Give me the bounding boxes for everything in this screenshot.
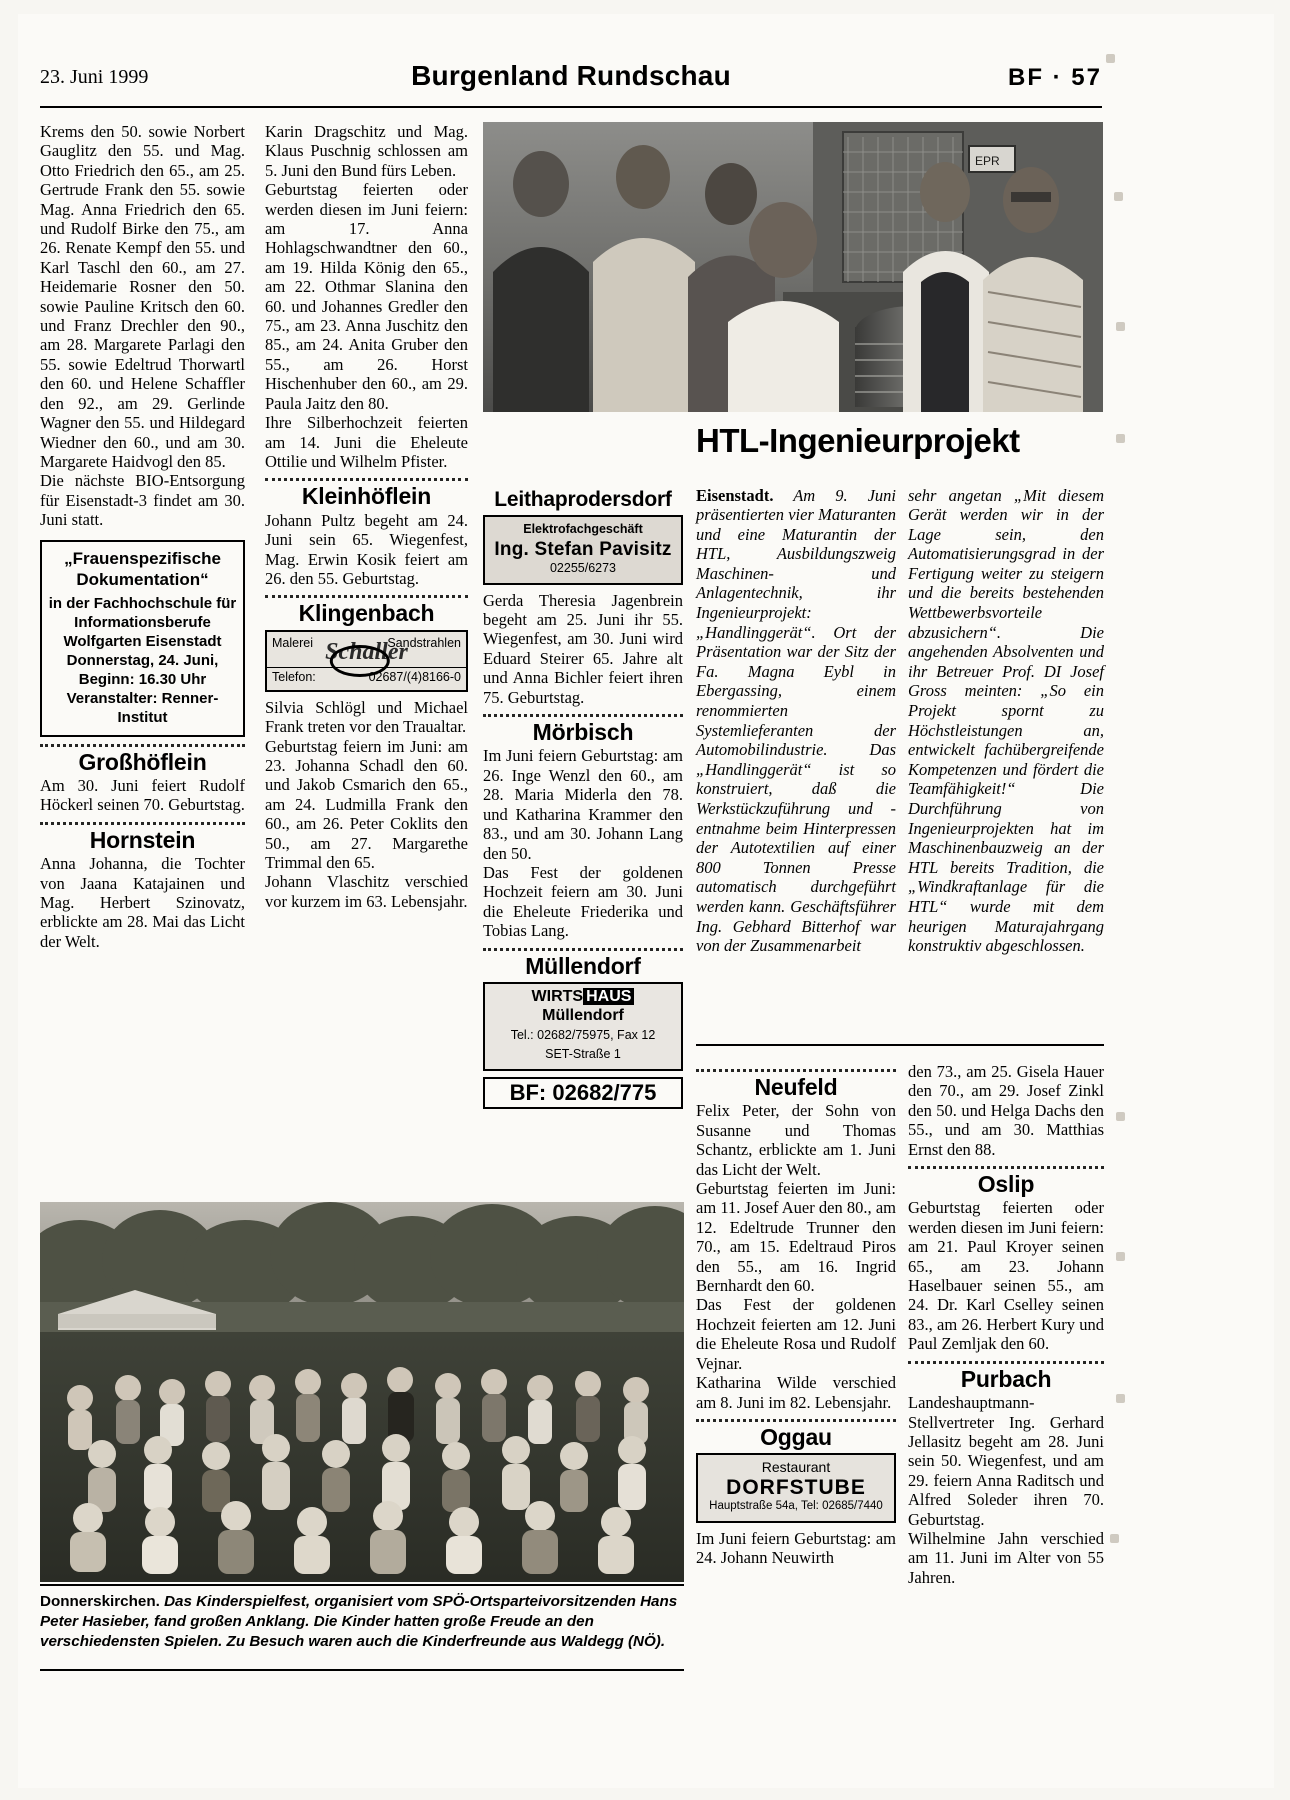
ad-schaller-malerei[interactable] [265, 630, 468, 692]
publication-title: Burgenland Rundschau [411, 60, 731, 91]
section-divider [483, 948, 683, 951]
caption-location: Donnerskirchen. [40, 1593, 160, 1610]
caption-text: Das Kinderspielfest, organisiert vom SPÖ-Ortsparteivorsitzenden Hans Peter Hasieber, fand großen Anklang. Die Kinder hatten große Freude an den verschiedensten Spielen. Zu Besuch waren auch die Kinderfreunde aus Waldegg (NÖ). [40, 1593, 678, 1650]
klingenbach-birthdays: Geburtstag feiern im Juni: am 23. Johanna Schadl den 60. und Jakob Csmarich den 65., am 24. Ludmilla Frank den 60., am 26. Peter Coklits den 50., am 27. Margarethe Trimmal den 65. [265, 736, 468, 872]
htl-article-headline: HTL-Ingenieurprojekt [696, 422, 1020, 459]
ad-schaller-brand-text: Schaller [325, 638, 408, 665]
issue-date: 23. Juni 1999 [40, 66, 149, 88]
scan-mark [1110, 1534, 1119, 1543]
masthead [40, 60, 1102, 102]
htl-body-1: Am 9. Juni präsentierten vier Maturanten und eine Maturantin der HTL, Ausbildungszweig Maschinen- und Anlagentechnik, ihr Ingenieurprojekt: „Handlinggerät“. Ort der Präsentation war der Sitz der Fa. Magna Eybl in Ebergassing, einem renommierten Systemlieferanten der Automobilindustrie. Das „Handlinggerät“ ist so konstruiert, daß die Werkstückzuführung und -entnahme beim Hinterpressen der Autotextilien auf einer 800 Tonnen Presse automatisch durchgeführt werden kann. Geschäftsführer Ing. Gebhard Bitterhof war von der Zusammenarbeit [696, 485, 896, 956]
section-divider [40, 744, 245, 747]
event-notice-box [40, 540, 245, 737]
svg-text:EPR: EPR [975, 154, 1000, 168]
htl-project-photo [483, 122, 1103, 412]
place-heading-muellendorf: Müllendorf [525, 952, 641, 979]
place-heading-purbach: Purbach [960, 1365, 1052, 1392]
wedding-note: Karin Dragschitz und Mag. Klaus Puschnig schlossen am 5. Juni den Bund fürs Leben. [265, 122, 468, 180]
htl-article-bottom-rule [696, 1044, 1104, 1046]
section-divider [265, 478, 468, 481]
column-1 [40, 122, 245, 951]
place-heading-kleinhoeflein: Kleinhöflein [301, 483, 432, 510]
kleinhoeflein-text: Johann Pultz begeht am 24. Juni sein 65. Wiegenfest, Mag. Erwin Kosik feiert am 26. den 55. Geburtstag. [265, 510, 468, 588]
place-heading-oslip: Oslip [977, 1171, 1035, 1198]
section-divider [265, 595, 468, 598]
klingenbach-wedding: Silvia Schlögl und Michael Frank treten vor den Traualtar. [265, 697, 468, 737]
scan-mark [1116, 434, 1125, 443]
ad-pavisitz-line1: Elektrofachgeschäft [523, 522, 643, 537]
section-divider [696, 1069, 896, 1072]
ad-muellendorf-name [489, 987, 677, 1026]
caption-rule-bottom [40, 1669, 684, 1671]
oggau-birthdays: Im Juni feiern Geburtstag: am 24. Johann Neuwirth [696, 1528, 896, 1567]
column-2 [265, 122, 468, 911]
ad-schaller-phone-number: 02687/(4)8166-0 [368, 670, 461, 685]
ad-schaller-service-left: Malerei [272, 635, 313, 650]
photo-bottom-graphic [40, 1202, 684, 1582]
place-heading-oggau: Oggau [760, 1423, 832, 1450]
notice-body: in der Fachhochschule für Informationsberufe Wolfgarten Eisenstadt Donnerstag, 24. Juni, Beginn: 16.30 Uhr Veranstalter: Renner-Institut [48, 594, 237, 726]
section-divider [908, 1361, 1104, 1364]
place-heading-neufeld: Neufeld [754, 1074, 838, 1100]
ad-muellendorf-name-a: WIRTS [531, 987, 584, 1005]
section-divider [908, 1166, 1104, 1169]
scan-mark [1116, 1112, 1125, 1121]
htl-body-2: sehr angetan „Mit diesem Gerät werden wir in der Lage sein, den Automatisierungsgrad in der Fertigung weiter zu steigern und die bereits bestehenden Wettbewerbsvorteile abzusichern“. Die angehenden Absolventen und ihr Betreuer Prof. DI Josef Gross meinten: „So ein Projekt spornt zu Höchstleistungen an, entwickelt fachübergreifende Kompetenzen und fördert die Teamfähigkeit!“ Die Durchführung von Ingenieurprojekten hat im Maschinenbauzweig an der HTL bereits Tradition, die „Windkraftanlage für die HTL“ wurde mit dem heurigen Maturajahrgang konstruktiv abgeschlossen. [908, 485, 1104, 956]
section-divider [696, 1419, 896, 1422]
caption-rule-top [40, 1584, 684, 1586]
scan-mark [1114, 192, 1123, 201]
scan-mark [1106, 54, 1115, 63]
place-heading-grosshoeflein: Großhöflein [78, 748, 207, 775]
htl-article-column-1 [696, 469, 896, 972]
ad-restaurant-dorfstube[interactable] [696, 1453, 896, 1522]
htl-article-column-2 [908, 469, 1104, 972]
place-heading-klingenbach: Klingenbach [298, 600, 435, 627]
ad-muellendorf-name-b: HAUS [583, 988, 634, 1005]
neufeld-golden-wedding: Das Fest der goldenen Hochzeit feierten am 12. Juni die Eheleute Rosa und Rudolf Vejnar. [696, 1295, 896, 1373]
hornstein-text: Anna Johanna, die Tochter von Jaana Katajainen und Mag. Herbert Szinovatz, erblickte am 28. Mai das Licht der Welt. [40, 854, 245, 951]
htl-dateline: Eisenstadt. [696, 485, 774, 505]
ad-bf-phone-box[interactable]: BF: 02682/775 [483, 1077, 683, 1109]
page-number: BF · 57 [1007, 64, 1102, 91]
moerbisch-golden-wedding: Das Fest der goldenen Hochzeit feiern am 30. Juni die Eheleute Friederika und Tobias Lang. [483, 862, 683, 941]
place-heading-moerbisch: Mörbisch [532, 719, 634, 746]
ad-muellendorf-name-c: Müllendorf [542, 1007, 624, 1025]
ad-oggau-address: Hauptstraße 54a, Tel: 02685/7440 [709, 1500, 883, 1513]
neufeld-obituary: Katharina Wilde verschied am 8. Juni im 82. Lebensjahr. [696, 1373, 896, 1412]
neufeld-birth: Felix Peter, der Sohn von Susanne und Thomas Schantz, erblickte am 1. Juni das Licht der Welt. [696, 1101, 896, 1179]
ad-muellendorf-phone: Tel.: 02682/75975, Fax 12 [510, 1027, 656, 1042]
grosshoeflein-text: Am 30. Juni feiert Rudolf Höckerl seinen 70. Geburtstag. [40, 775, 245, 815]
leithaprodersdorf-text: Gerda Theresia Jagenbrein begeht am 25. Juni ihr 55. Wiegenfest, am 30. Juni wird Eduard Steirer 65. Jahre alt und Anna Bichler feiert ihren 75. Geburtstag. [483, 590, 683, 707]
column-4-lower [696, 1062, 896, 1567]
photo-top-graphic [483, 122, 1103, 412]
purbach-obituary: Wilhelmine Jahn verschied am 11. Juni im Alter von 55 Jahren. [908, 1528, 1104, 1587]
kinderspielfest-photo [40, 1202, 684, 1582]
notice-heading: „Frauenspezifische Dokumentation“ [64, 548, 221, 589]
june-birthdays: Geburtstag feierten oder werden diesen im Juni feiern: am 17. Anna Hohlagschwandtner den 60., am 19. Hilda König den 65., am 22. Othmar Slanina den 60. und Johannes Gredler den 75., am 23. Anna Juschitz den 85., am 24. Anita Gruber den 55., am 26. Horst Hischenhuber den 60., am 29. Paula Jaitz den 80. [265, 180, 468, 413]
ad-muellendorf-address: SET-Straße 1 [545, 1047, 621, 1062]
section-divider [40, 822, 245, 825]
silver-wedding-note: Ihre Silberhochzeit feierten am 14. Juni die Eheleute Ottilie und Wilhelm Pfister. [265, 413, 468, 471]
eisenstadt-birthdays-continued: Krems den 50. sowie Norbert Gauglitz den 55. und Mag. Otto Friedrich den 65., am 25. Gertrude Frank den 55. sowie Mag. Anna Friedrich den 65. und Rudolf Birke den 75., am 26. Renate Kempf den 55. und Karl Taschl den 60., am 27. Heidemarie Rosner den 50. sowie Pauline Kritsch den 60. und Franz Drechler den 90., am 28. Margarete Parlagi den 55. sowie Edeltrud Thorwartl den 60. und Helene Schaffler den 92., am 29. Gerlinde Wagner den 55. und Hildegard Wiedner den 60., und am 30. Margarete Haidvogl den 85. [40, 122, 245, 471]
ad-oggau-name: DORFSTUBE [726, 1475, 866, 1499]
scan-mark [1116, 322, 1125, 331]
section-divider [483, 714, 683, 717]
page-paper [18, 14, 1274, 1788]
ad-schaller-service-right: Sandstrahlen [387, 635, 461, 650]
photo-caption [40, 1592, 684, 1652]
ad-schaller-phone-label: Telefon: [272, 670, 316, 685]
moerbisch-birthdays: Im Juni feiern Geburtstag: am 26. Inge Wenzl den 60., am 28. Maria Miderla den 78. und Katharina Krammer den 83., und am 30. Johann Lang den 50. [483, 746, 683, 863]
ad-pavisitz-elektro[interactable] [483, 515, 683, 584]
scan-mark [1116, 1394, 1125, 1403]
ad-wirtshaus-muellendorf[interactable] [483, 982, 683, 1071]
ad-pavisitz-phone: 02255/6273 [549, 561, 617, 576]
place-heading-hornstein: Hornstein [89, 826, 196, 853]
bio-entsorgung-note: Die nächste BIO-Entsorgung für Eisenstadt-3 findet am 30. Juni statt. [40, 471, 245, 530]
oggau-birthdays-continued: den 73., am 25. Gisela Hauer den 70., am 29. Josef Zinkl den 50. und Helga Dachs den 55., und am 30. Matthias Ernst den 88. [908, 1062, 1104, 1159]
ad-oggau-line1: Restaurant [761, 1459, 831, 1476]
column-3 [483, 484, 683, 1109]
column-5-lower [908, 1062, 1104, 1587]
oslip-text: Geburtstag feierten oder werden diesen im Juni feiern: am 21. Paul Kroyer seinen 65., am 23. Johann Haselbauer seinen 55., am 24. Dr. Karl Cselley seinen 83., am 26. Herbert Kury und Paul Zemljak den 60. [908, 1198, 1104, 1354]
neufeld-birthdays: Geburtstag feierten im Juni: am 11. Josef Auer den 80., am 12. Edeltrude Trunner den 70., am 15. Edeltraud Piros den 55., am 16. Ingrid Bernhardt den 60. [696, 1179, 896, 1296]
masthead-rule [40, 106, 1102, 108]
place-heading-leithaprodersdorf: Leithaprodersdorf [494, 488, 672, 511]
ad-pavisitz-line2: Ing. Stefan Pavisitz [494, 538, 672, 560]
scan-mark [1116, 1252, 1125, 1261]
klingenbach-obituary: Johann Vlaschitz verschied vor kurzem im 63. Lebensjahr. [265, 872, 468, 911]
purbach-text: Landeshauptmann-Stellvertreter Ing. Gerhard Jellasitz begeht am 28. Juni sein 50. Wiegenfest, und am 29. feiern Anna Raditsch und Alfred Soleder ihren 70. Geburtstag. [908, 1393, 1104, 1529]
